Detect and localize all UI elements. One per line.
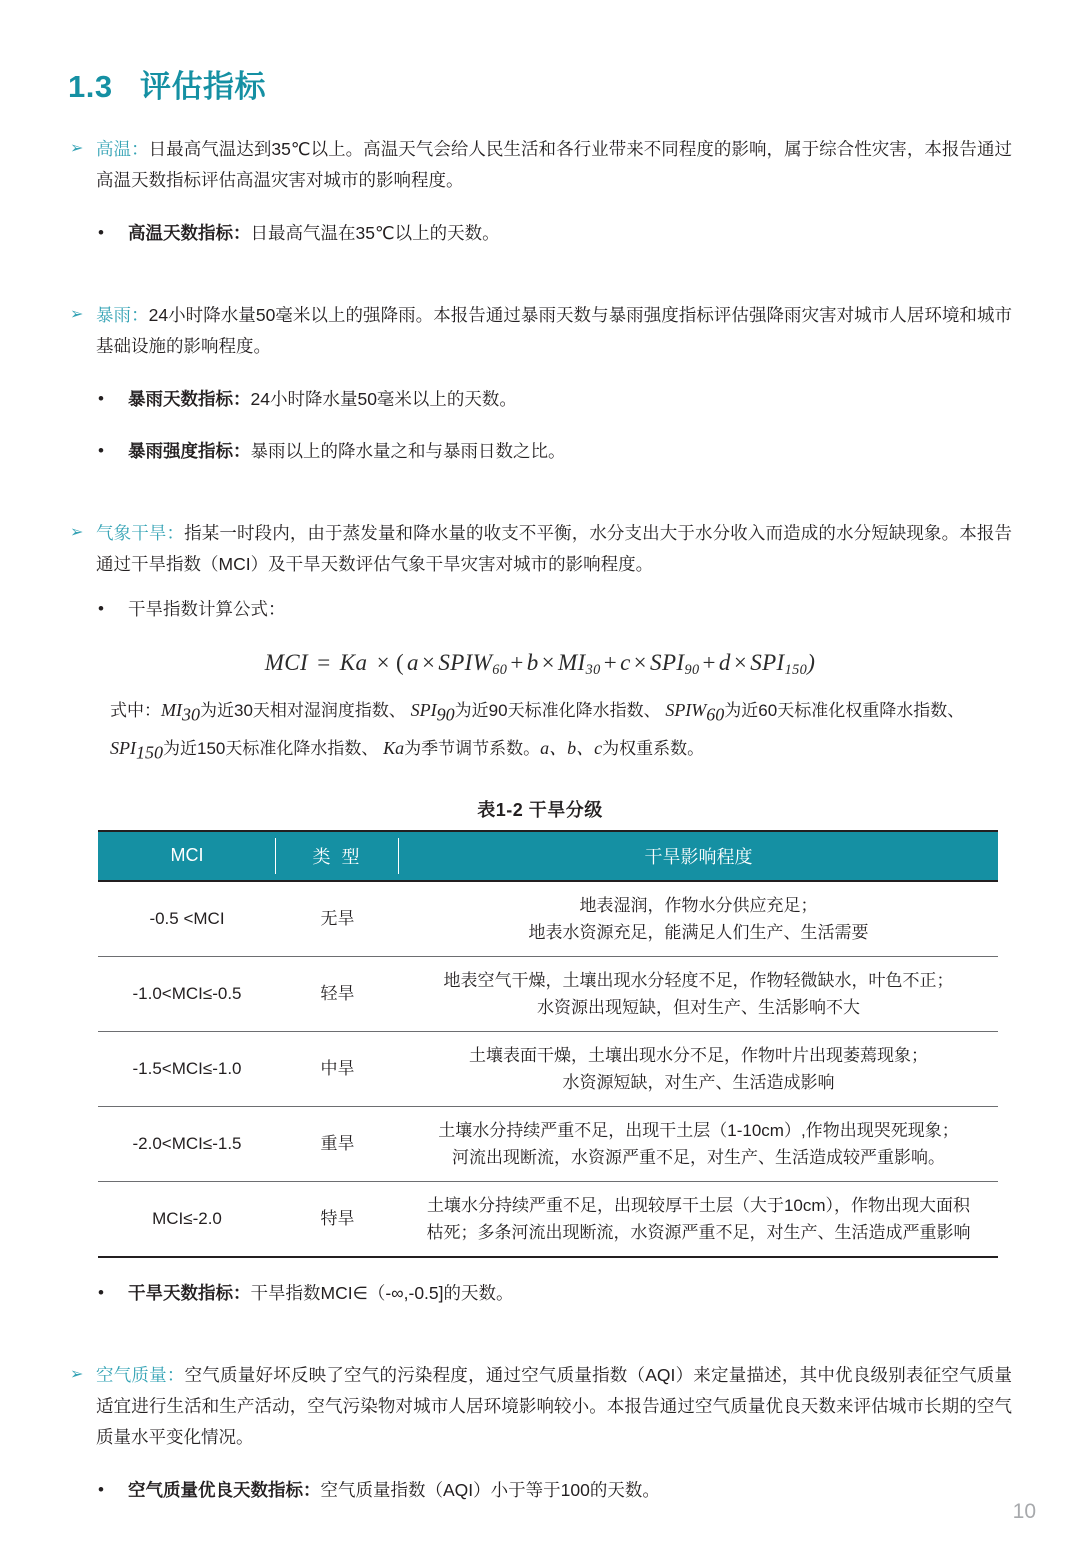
cell-mci: -1.0<MCI≤-0.5: [98, 956, 276, 1031]
cell-type: 无旱: [276, 881, 399, 957]
formula-term-coef-1: b: [526, 650, 539, 676]
formula-legend: [68, 693, 1012, 770]
drought-grading-table: [98, 830, 998, 1258]
formula-times: ×: [421, 650, 436, 676]
formula-term-sub-2: 90: [684, 662, 700, 679]
subitem-text: [128, 436, 1012, 466]
description-line: 地表空气干燥，土壤出现水分轻度不足，作物轻微缺水，叶色不正；: [443, 970, 954, 990]
section-number: 1.3: [68, 69, 113, 104]
cell-mci: MCI≤-2.0: [98, 1181, 276, 1257]
dot-bullet-icon: •: [98, 389, 104, 409]
cell-mci: -1.5<MCI≤-1.0: [98, 1031, 276, 1106]
subitem-label: 暴雨强度指标: [128, 441, 233, 462]
section-body-text: 空气质量好坏反映了空气的污染程度，通过空气质量指数（AQI）来定量描述，其中优良级别表征空气质量适宜进行生活和生产活动，空气污染物对城市人居环境影响较小。本报告通过空气质量优良天数来评估城市长期的空气质量水平变化情况。: [96, 1364, 1012, 1447]
legend-prefix: 式中：: [110, 701, 161, 721]
description-line: 土壤水分持续严重不足，出现干土层（1-10cm）,作物出现哭死现象；: [438, 1120, 959, 1140]
table-row: [98, 1106, 998, 1181]
subitem-colon: ：: [268, 599, 286, 620]
table-row: [98, 1031, 998, 1106]
section-keyword: 高温: [96, 139, 132, 160]
subitem-colon: ：: [233, 441, 251, 462]
formula-term-name-3: SPI: [750, 650, 785, 676]
formula-term-sub-0: 60: [492, 662, 508, 679]
section-colon: ：: [131, 305, 149, 326]
subitem-text: [128, 1278, 1012, 1308]
formula-times: ×: [376, 650, 390, 676]
formula-times: ×: [633, 650, 648, 676]
cell-type: 中旱: [276, 1031, 399, 1106]
legend-text-2: 为近60天标准化权重降水指数、: [724, 701, 965, 721]
section-title-text: 评估指标: [139, 69, 266, 104]
subitem-rainstorm-intensity: [68, 436, 1012, 466]
table-row: [98, 956, 998, 1031]
subitem-text: [128, 1475, 1012, 1505]
subitem-drought-days: [68, 1278, 1012, 1308]
legend-sub-3: 150: [136, 742, 163, 763]
legend-sub-1: 90: [436, 704, 455, 725]
section-keyword: 气象干旱: [96, 523, 167, 544]
dot-bullet-icon: •: [98, 441, 104, 461]
arrow-bullet-icon: ➢: [70, 140, 84, 158]
subitem-text: [128, 594, 1012, 624]
legend-text-3: 为近150天标准化降水指数、: [163, 739, 379, 759]
subitem-colon: ：: [233, 223, 251, 244]
subitem-value: 空气质量指数（AQI）小于等于100的天数。: [320, 1479, 660, 1500]
subitem-colon: ：: [303, 1479, 321, 1500]
cell-description: [399, 881, 998, 957]
formula-lhs: MCI: [264, 650, 309, 676]
legend-text-0: 为近30天相对湿润度指数、: [200, 701, 406, 721]
table-header-impact: 干旱影响程度: [399, 831, 998, 881]
cell-description: [399, 956, 998, 1031]
spacer: [68, 466, 1012, 488]
drought-grading-table-wrapper: [98, 830, 982, 1258]
description-line: 土壤水分持续严重不足，出现较厚干土层（大于10cm），作物出现大面积: [426, 1195, 971, 1215]
table-head: [98, 831, 998, 881]
dot-bullet-icon: •: [98, 223, 104, 243]
description-line: 水资源短缺，对生产、生活造成影响: [562, 1072, 835, 1092]
subitem-value: 24小时降水量50毫米以上的天数。: [250, 389, 517, 410]
section-paragraph: [96, 518, 1012, 580]
formula-ka: Ka: [339, 650, 368, 676]
table-body: [98, 881, 998, 1257]
subitem-rainstorm-days: [68, 384, 1012, 414]
section-body-text: 日最高气温达到35℃以上。高温天气会给人民生活和各行业带来不同程度的影响，属于综合性灾害，本报告通过高温天数指标评估高温灾害对城市的影响程度。: [96, 139, 1013, 191]
formula-open-paren: (: [395, 650, 405, 676]
formula-term-sub-3: 150: [784, 662, 808, 679]
formula-plus: +: [603, 650, 618, 676]
legend-weight-text: 为权重系数。: [602, 739, 705, 759]
dot-bullet-icon: •: [98, 1479, 104, 1499]
formula-times: ×: [541, 650, 555, 676]
formula-term-name-2: SPI: [650, 650, 685, 676]
formula-term-name-0: SPIW: [438, 650, 493, 676]
subitem-value: 暴雨以上的降水量之和与暴雨日数之比。: [250, 441, 566, 462]
section-keyword: 空气质量: [96, 1364, 167, 1385]
formula-close-paren: ): [807, 650, 816, 676]
legend-text-1: 为近90天标准化降水指数、: [454, 701, 661, 721]
legend-sub-0: 30: [182, 704, 200, 725]
legend-weight-symbols: a、b、c: [540, 738, 603, 759]
cell-mci: -0.5 <MCI: [98, 881, 276, 957]
section-paragraph: [96, 1360, 1012, 1453]
cell-type: 重旱: [276, 1106, 399, 1181]
formula-term-coef-0: a: [407, 650, 419, 676]
arrow-bullet-icon: ➢: [70, 306, 84, 324]
section-paragraph: [96, 300, 1012, 362]
formula-plus: +: [510, 650, 524, 676]
spacer: [68, 1308, 1012, 1330]
formula-term-sub-1: 30: [585, 662, 601, 679]
section-paragraph: [96, 134, 1012, 196]
subitem-label: 高温天数指标: [128, 223, 233, 244]
section-high-temperature: [68, 134, 1012, 196]
description-line: 土壤表面干燥，土壤出现水分不足，作物叶片出现萎蔫现象；: [469, 1045, 928, 1065]
description-line: 枯死；多条河流出现断流，水资源严重不足，对生产、生活造成严重影响: [426, 1222, 971, 1242]
page-number: 10: [1012, 1500, 1036, 1523]
subitem-value: 日最高气温在35℃以上的天数。: [250, 223, 500, 244]
section-keyword: 暴雨: [96, 305, 132, 326]
legend-symbol-4: Ka: [383, 738, 405, 759]
cell-description: [399, 1181, 998, 1257]
formula-term-name-1: MI: [558, 650, 586, 676]
formula-term-coef-3: d: [718, 650, 731, 676]
subitem-label: 干旱天数指标: [128, 1282, 233, 1303]
subitem-air-quality-good-days: [68, 1475, 1012, 1505]
cell-type: 特旱: [276, 1181, 399, 1257]
table-row: [98, 881, 998, 957]
table-row: [98, 1181, 998, 1257]
section-body-text: 指某一时段内，由于蒸发量和降水量的收支不平衡，水分支出大于水分收入而造成的水分短缺现象。本报告通过干旱指数（MCI）及干旱天数评估气象干旱灾害对城市的影响程度。: [96, 523, 1013, 575]
table-header-mci: MCI: [98, 831, 276, 881]
drought-index-formula-block: [68, 650, 1012, 679]
page-title: [68, 0, 1012, 104]
cell-mci: -2.0<MCI≤-1.5: [98, 1106, 276, 1181]
spacer: [68, 248, 1012, 270]
section-meteorological-drought: [68, 518, 1012, 580]
legend-symbol-3: SPI: [110, 738, 136, 759]
legend-sub-2: 60: [706, 704, 725, 725]
description-line: 水资源出现短缺，但对生产、生活影响不大: [537, 997, 860, 1017]
table-header-row: [98, 831, 998, 881]
section-air-quality: [68, 1360, 1012, 1453]
subitem-text: [128, 384, 1012, 414]
legend-text-4: 为季节调节系数。: [404, 739, 541, 759]
subitem-label: 空气质量优良天数指标: [128, 1479, 303, 1500]
arrow-bullet-icon: ➢: [70, 1365, 84, 1383]
legend-symbol-1: SPI: [410, 700, 437, 721]
table-header-type: 类 型: [276, 831, 399, 881]
cell-description: [399, 1106, 998, 1181]
table-caption: 表1-2 干旱分级: [477, 799, 603, 820]
formula-times: ×: [733, 650, 748, 676]
formula-term-coef-2: c: [620, 650, 631, 676]
cell-description: [399, 1031, 998, 1106]
formula-plus: +: [702, 650, 716, 676]
subitem-colon: ：: [233, 1282, 251, 1303]
subitem-value: 干旱指数MCI∈（-∞,-0.5]的天数。: [250, 1282, 514, 1303]
subitem-high-temp-days: [68, 218, 1012, 248]
description-line: 地表湿润，作物水分供应充足；: [579, 895, 818, 915]
formula-equals: =: [317, 650, 331, 676]
legend-symbol-0: MI: [161, 700, 182, 721]
section-colon: ：: [166, 1364, 185, 1385]
description-line: 地表水资源充足，能满足人们生产、生活需要: [528, 922, 869, 942]
cell-type: 轻旱: [276, 956, 399, 1031]
subitem-colon: ：: [233, 389, 251, 410]
subitem-label: 暴雨天数指标: [128, 389, 233, 410]
arrow-bullet-icon: ➢: [70, 524, 84, 542]
section-colon: ：: [131, 139, 149, 160]
subitem-label: 干旱指数计算公式: [128, 599, 268, 620]
section-colon: ：: [166, 523, 185, 544]
description-line: 河流出现断流，水资源严重不足，对生产、生活造成较严重影响。: [452, 1147, 945, 1167]
dot-bullet-icon: •: [98, 1282, 104, 1302]
dot-bullet-icon: •: [98, 599, 104, 619]
drought-index-formula: [265, 650, 816, 679]
subitem-drought-formula-label: [68, 594, 1012, 624]
legend-symbol-2: SPIW: [665, 700, 707, 721]
section-body-text: 24小时降水量50毫米以上的强降雨。本报告通过暴雨天数与暴雨强度指标评估强降雨灾害对城市人居环境和城市基础设施的影响程度。: [96, 305, 1013, 357]
section-rainstorm: [68, 300, 1012, 362]
subitem-text: [128, 218, 1012, 248]
